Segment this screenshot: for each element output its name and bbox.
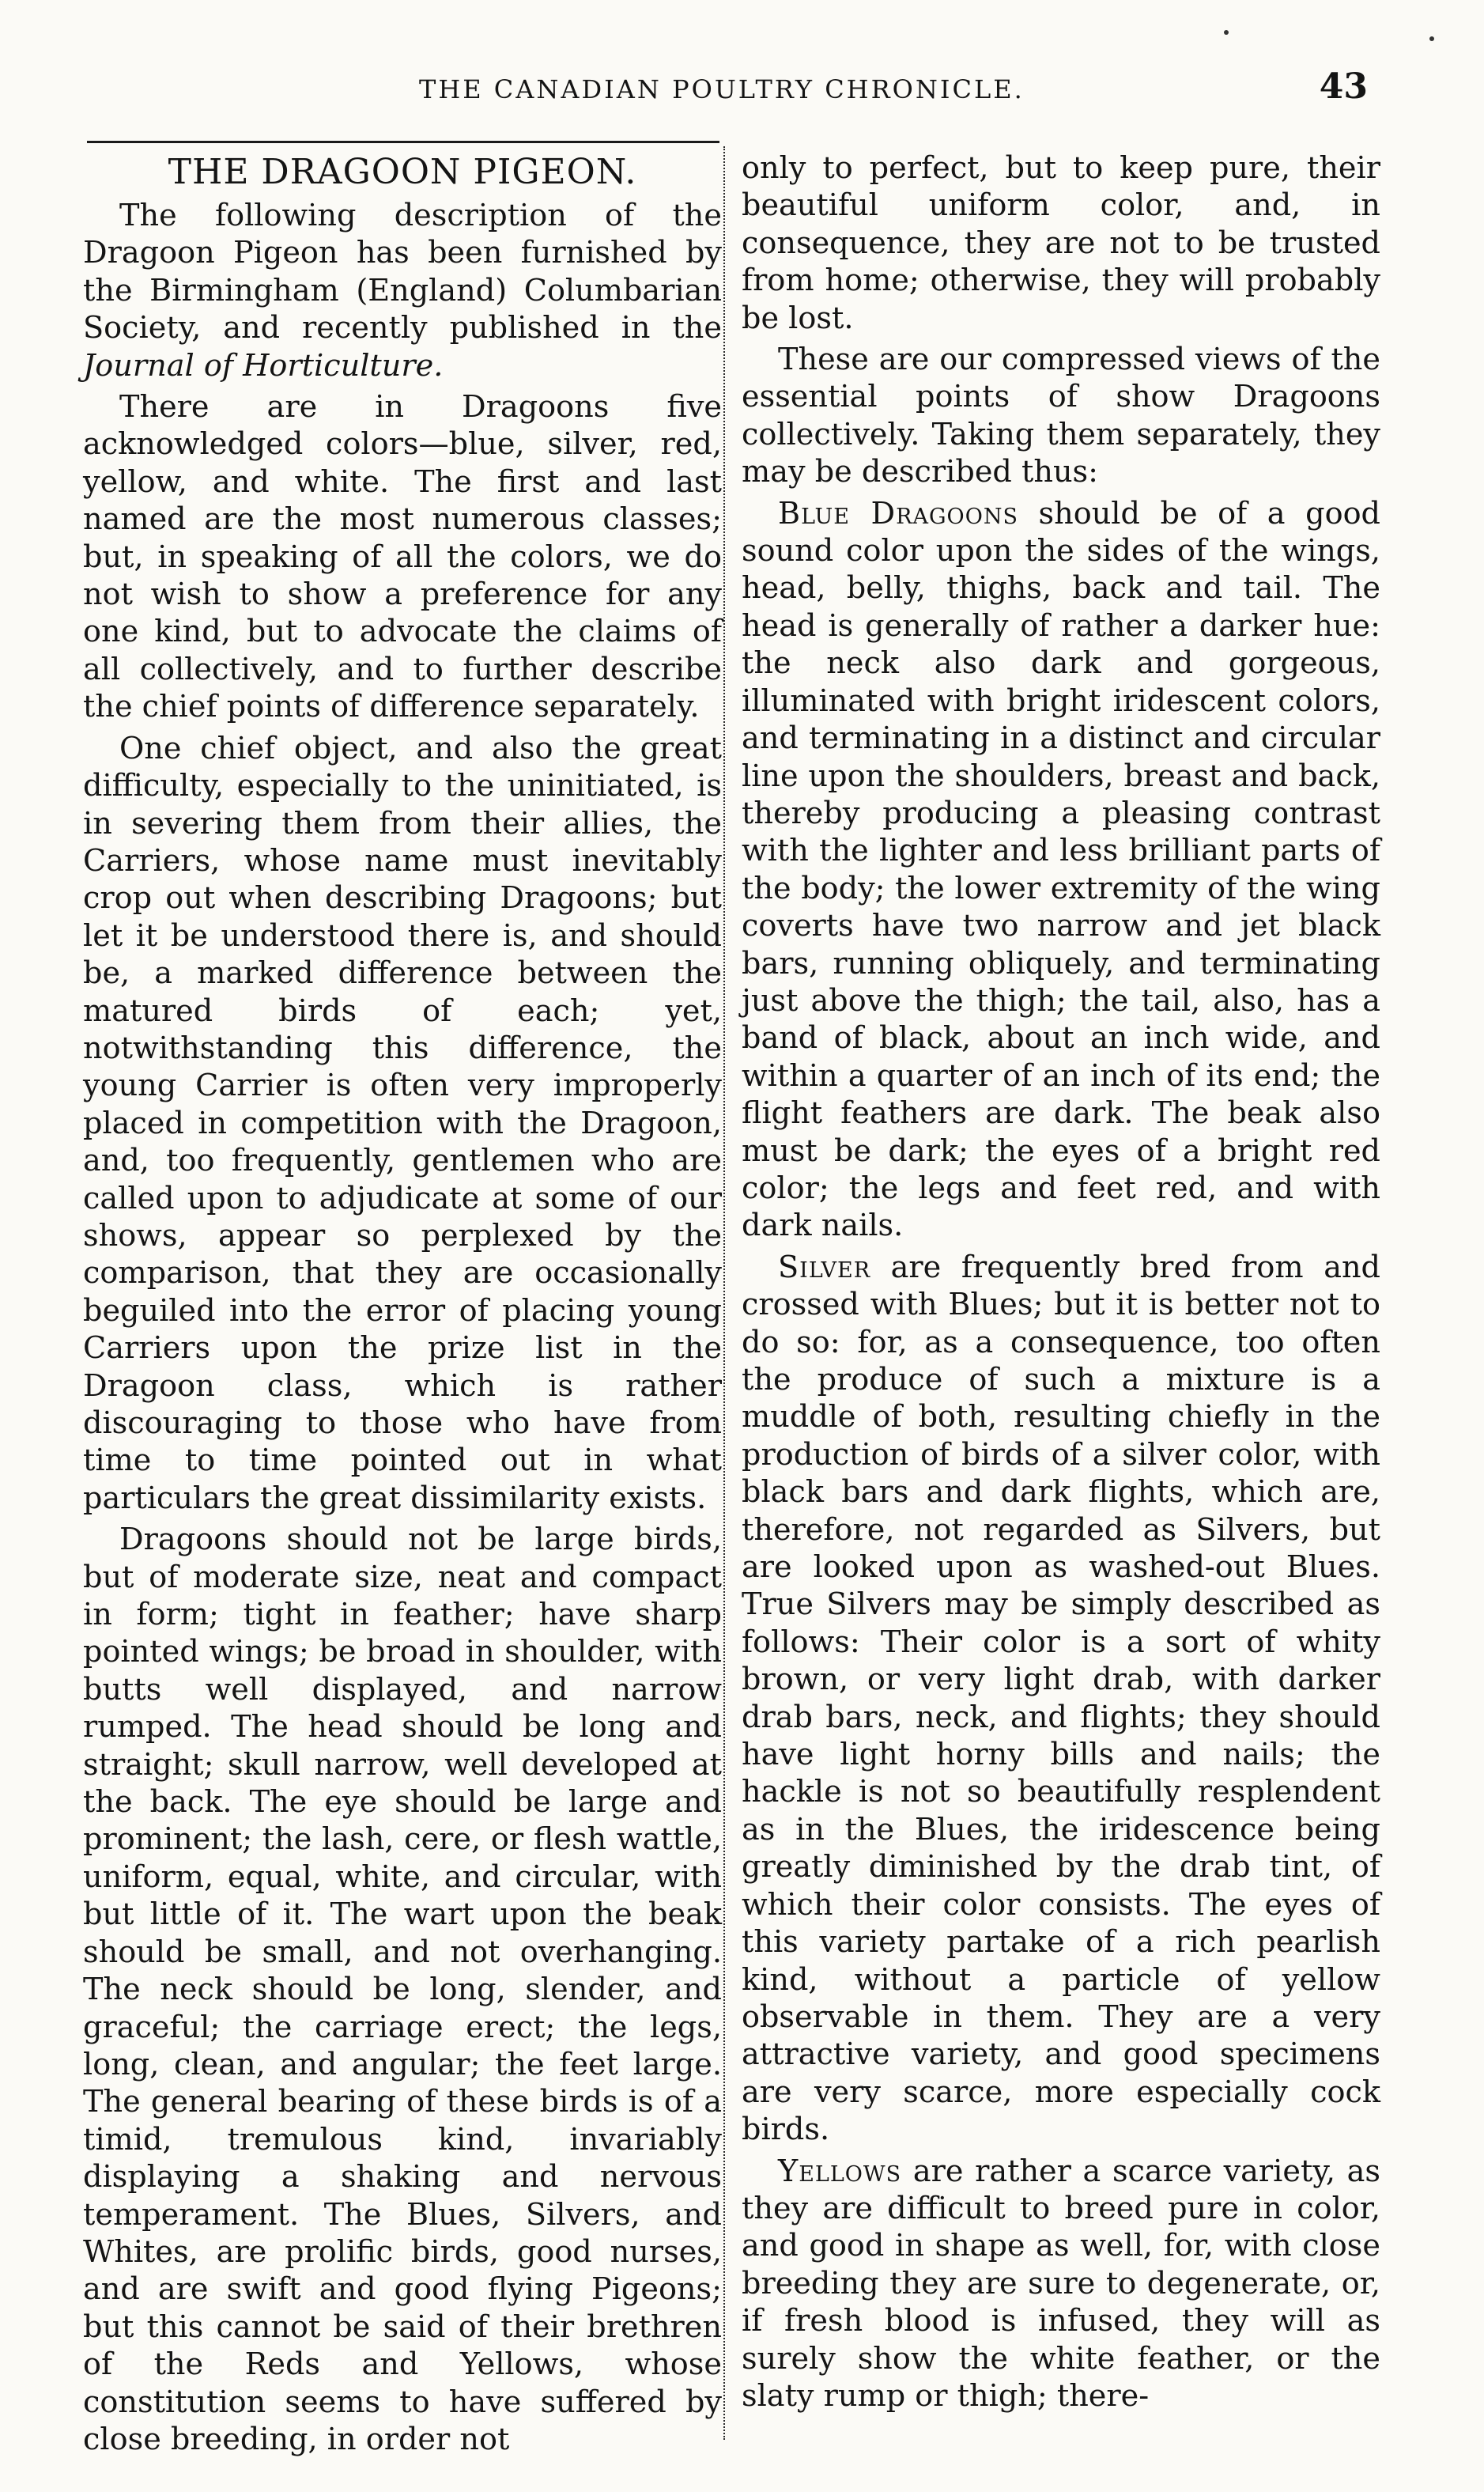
running-head [87, 63, 1368, 119]
paragraph-points: Dragoons should not be large birds, but of moderate size, neat and compact in form; tight in feather; have sharp pointed wings; be broad in shoulder, with butts well displayed, and narrow rumped. The head should be long and straight; skull narrow, well developed at the back. The eye should be large and prominent; the lash, cere, or flesh wattle, uniform, equal, white, and circular, with but little of it. The wart upon the beak should be small, and not overhanging. The neck should be long, slender, and graceful; the carriage erect; the legs, long, clean, and angular; the feet large. The general bearing of these birds is of a timid, tremulous kind, invariably displaying a shaking and nervous temperament. The Blues, Silvers, and Whites, are prolific birds, good nurses, and are swift and good flying Pigeons; but this cannot be said of their brethren of the Reds and Yellows, whose constitution seems to have suffered by close breeding, in order not [83, 1522, 722, 2457]
print-speck [1429, 36, 1434, 41]
header-rule [87, 141, 719, 143]
blue-dragoons-text: should be of a good sound color upon the sides of the wings, head, belly, thighs, back and tail. The head is generally of rather a darker hue: the neck also dark and gorgeous, illuminated with bright iridescent colors, and terminating in a distinct and circular line upon the shoulders, breast and back, thereby producing a pleasing contrast with the lighter and less brilliant parts of the body; the lower extremity of the wing coverts have two narrow and jet black bars, running obliquely, and terminating just above the thigh; the tail, also, has a band of black, about an inch wide, and within a quarter of an inch of its end; the flight feathers are dark. The beak also must be dark; the eyes of a bright red color; the legs and feet red, and with dark nails. [742, 496, 1380, 1244]
article-title: THE DRAGOON PIGEON. [168, 152, 637, 192]
paragraph-intro [83, 198, 722, 385]
paragraph-blue-dragoons [742, 496, 1380, 1246]
left-column [83, 150, 722, 2459]
paragraph-points-continued: only to perfect, but to keep pure, their beautiful uniform color, and, in consequence, they are not to be trusted from home; otherwise, they will probably be lost. [742, 151, 1380, 336]
column-rule [723, 146, 725, 2440]
right-column [742, 150, 1380, 2415]
journal-title: THE CANADIAN POULTRY CHRONICLE. [419, 74, 1025, 104]
paragraph-summary: These are our compressed views of the essential points of show Dragoons collectively. Taking them separately, they may be described thus: [742, 342, 1380, 490]
paragraph-intro-text: The following description of the Dragoon Pigeon has been furnished by the Birmingham (England) Columbarian Society, and recently published in the [83, 199, 722, 346]
blue-dragoons-heading: Blue Dragoons [778, 496, 1018, 531]
yellows-text: are rather a scarce variety, as they are difficult to breed pure in color, and good in shape as well, for, with close breeding they are sure to degenerate, or, if fresh blood is infused, they will as surely show the white feather, or the slaty rump or thigh; there- [742, 2154, 1380, 2414]
paragraph-carriers: One chief object, and also the great difficulty, especially to the uninitiated, is in severing them from their allies, the Carriers, whose name must inevitably crop out when describing Dragoons; but let it be understood there is, and should be, a marked difference between the matured birds of each; yet, notwithstanding this difference, the young Carrier is often very improperly placed in competition with the Dragoon, and, too frequently, gentlemen who are called upon to adjudicate at some of our shows, appear so perplexed by the comparison, that they are occasionally beguiled into the error of placing young Carriers upon the prize list in the Dragoon class, which is rather discouraging to those who have from time to time pointed out in what particulars the great dissimilarity exists. [83, 731, 722, 1516]
silvers-heading: Silver [778, 1250, 871, 1285]
page-number: 43 [1319, 66, 1368, 107]
print-speck [1224, 30, 1229, 35]
paragraph-yellows [742, 2154, 1380, 2416]
paragraph-silvers [742, 1250, 1380, 2150]
yellows-heading: Yellows [778, 2154, 902, 2189]
paragraph-colors: There are in Dragoons five acknowledged colors—blue, silver, red, yellow, and white. The first and last named are the most numerous classes; but, in speaking of all the colors, we do not wish to show a preference for any one kind, but to advocate the claims of all collectively, and to further describe the chief points of difference separately. [83, 390, 722, 725]
silvers-text: are frequently bred from and crossed with Blues; but it is better not to do so: for, as a consequence, too often the produce of such a mixture is a muddle of both, resulting chiefly in the production of birds of a silver color, with black bars and dark flights, which are, therefore, not regarded as Silvers, but are looked upon as washed-out Blues. True Silvers may be simply described as follows: Their color is a sort of whity brown, or very light drab, with darker drab bars, neck, and flights; they should have light horny bills and nails; the hackle is not so beautifully resplendent as in the Blues, the iridescence being greatly diminished by the drab tint, of which their color consists. The eyes of this variety partake of a rich pearlish kind, without a particle of yellow observable in them. They are a very attractive variety, and good specimens are very scarce, more especially cock birds. [742, 1250, 1380, 2148]
source-journal: Journal of Horticulture. [83, 348, 444, 384]
